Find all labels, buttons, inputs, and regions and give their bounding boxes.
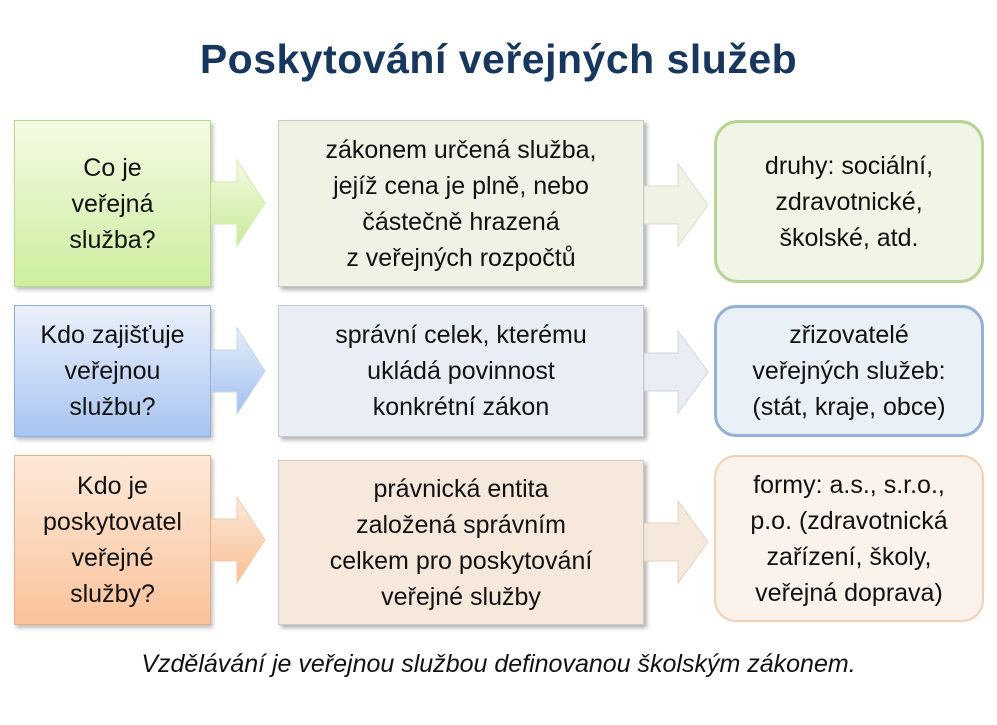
definition-text-3: právnická entita založená správním celkem pro poskytování veřejné služby	[329, 474, 593, 611]
question-text-1: Co je veřejná služba?	[69, 153, 156, 254]
arrow-icon	[211, 158, 267, 248]
result-box-2	[714, 305, 984, 437]
arrow-icon	[211, 326, 267, 416]
arrow-icon	[211, 495, 267, 585]
footer-note: Vzdělávání je veřejnou službou definovanou školským zákonem.	[141, 650, 856, 678]
result-text-2: zřizovatelé veřejných služeb: (stát, kraje, obce)	[752, 321, 946, 421]
page-title: Poskytování veřejných služeb	[199, 36, 798, 82]
result-text-1: druhy: sociální, zdravotnické, školské, atd.	[764, 151, 934, 252]
question-box-3	[14, 455, 211, 625]
definition-text-2: správní celek, kterému ukládá povinnost konkrétní zákon	[335, 321, 587, 421]
arrow-icon	[644, 327, 710, 417]
definition-box-2	[278, 305, 644, 437]
question-text-3: Kdo je poskytovatel veřejné služby?	[43, 472, 182, 608]
result-text-3: formy: a.s., s.r.o., p.o. (zdravotnická zařízení, školy, veřejná doprava)	[750, 470, 948, 607]
definition-text-1: zákonem určená služba, jejíž cena je plně, nebo částečně hrazená z veřejných rozpočtů	[325, 135, 597, 272]
question-box-1	[14, 120, 211, 287]
result-box-3	[714, 455, 984, 622]
result-box-1	[714, 120, 984, 283]
definition-box-1	[278, 120, 644, 287]
question-box-2	[14, 305, 211, 437]
question-text-2: Kdo zajišťuje veřejnou službu?	[40, 321, 185, 421]
arrow-icon	[644, 160, 710, 250]
arrow-icon	[644, 497, 710, 587]
definition-box-3	[278, 460, 644, 625]
